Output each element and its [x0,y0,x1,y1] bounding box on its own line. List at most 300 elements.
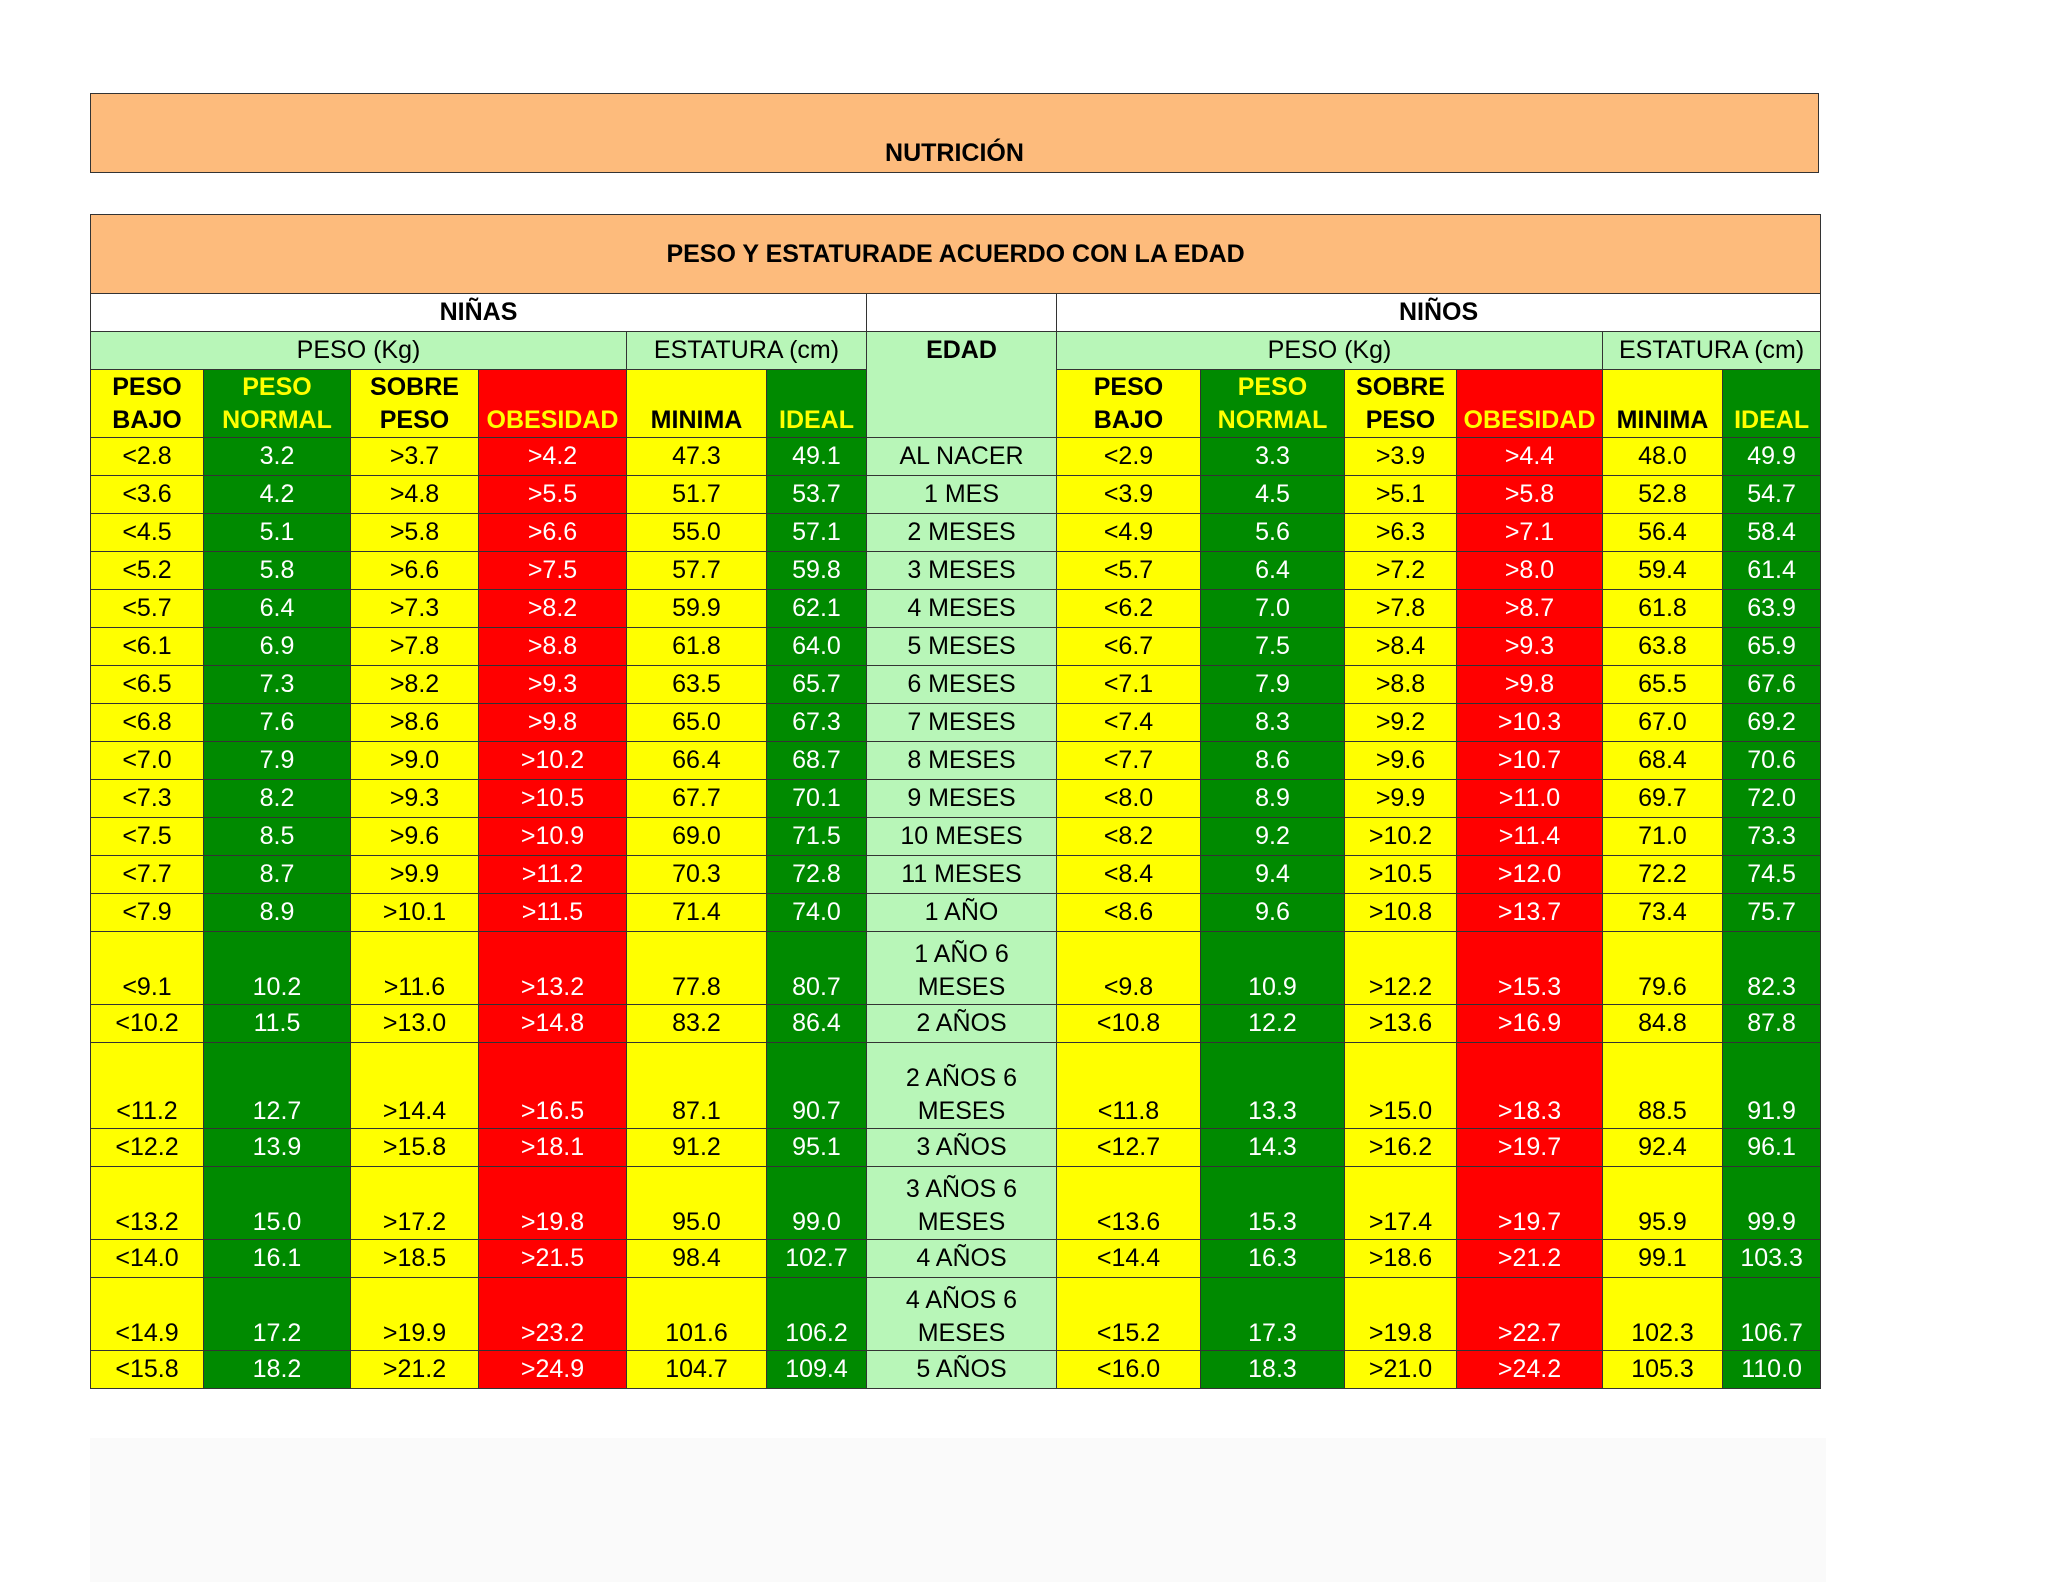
boys-low-cell: <16.0 [1057,1351,1201,1389]
boys-ideal-cell: 96.1 [1723,1129,1821,1167]
boys-normal-cell: 18.3 [1201,1351,1345,1389]
age-cell: 3 AÑOS [867,1129,1057,1167]
boys-obesity-cell: >5.8 [1457,476,1603,514]
boys-normal-cell: 7.5 [1201,628,1345,666]
boys-min-cell: 65.5 [1603,666,1723,704]
boys-height-header: ESTATURA (cm) [1603,332,1821,370]
age-cell: 8 MESES [867,742,1057,780]
girls-min-cell: 104.7 [627,1351,767,1389]
girls-ideal-cell: 90.7 [767,1043,867,1129]
boys-min-cell: 61.8 [1603,590,1723,628]
girls-over-cell: >21.2 [351,1351,479,1389]
boys-normal-cell: 6.4 [1201,552,1345,590]
boys-ideal-cell: 91.9 [1723,1043,1821,1129]
girls-normal-cell: 15.0 [204,1167,351,1240]
girls-over-cell: >10.1 [351,894,479,932]
girls-normal-cell: 6.9 [204,628,351,666]
girls-min-cell: 77.8 [627,932,767,1005]
girls-normal-cell: 8.7 [204,856,351,894]
age-spacer [867,294,1057,332]
boys-normal-cell: 8.6 [1201,742,1345,780]
boys-low-cell: <13.6 [1057,1167,1201,1240]
boys-over-cell: >10.8 [1345,894,1457,932]
boys-obesity-cell: >12.0 [1457,856,1603,894]
girls-col-ideal: IDEAL [767,370,867,438]
girls-over-cell: >9.6 [351,818,479,856]
table-row [91,590,1821,628]
boys-over-cell: >17.4 [1345,1167,1457,1240]
boys-low-cell: <8.0 [1057,780,1201,818]
boys-obesity-cell: >22.7 [1457,1278,1603,1351]
table-row [91,856,1821,894]
girls-min-cell: 87.1 [627,1043,767,1129]
boys-over-cell: >9.6 [1345,742,1457,780]
girls-low-cell: <7.5 [91,818,204,856]
boys-ideal-cell: 67.6 [1723,666,1821,704]
boys-min-cell: 59.4 [1603,552,1723,590]
boys-ideal-cell: 106.7 [1723,1278,1821,1351]
table-row [91,818,1821,856]
boys-over-cell: >8.4 [1345,628,1457,666]
boys-obesity-cell: >9.3 [1457,628,1603,666]
boys-obesity-cell: >11.0 [1457,780,1603,818]
girls-obesity-cell: >10.2 [479,742,627,780]
girls-min-cell: 69.0 [627,818,767,856]
girls-obesity-cell: >11.2 [479,856,627,894]
table-row [91,1167,1821,1240]
boys-over-cell: >7.8 [1345,590,1457,628]
girls-normal-cell: 5.1 [204,514,351,552]
table-row [91,742,1821,780]
girls-over-cell: >5.8 [351,514,479,552]
girls-over-cell: >7.3 [351,590,479,628]
age-cell: 1 AÑO [867,894,1057,932]
girls-normal-cell: 8.5 [204,818,351,856]
boys-col-obesity: OBESIDAD [1457,370,1603,438]
boys-min-cell: 63.8 [1603,628,1723,666]
boys-low-cell: <15.2 [1057,1278,1201,1351]
girls-normal-cell: 10.2 [204,932,351,1005]
age-cell: 4 AÑOS [867,1240,1057,1278]
girls-low-cell: <10.2 [91,1005,204,1043]
boys-min-cell: 102.3 [1603,1278,1723,1351]
age-cell: 3 MESES [867,552,1057,590]
boys-ideal-cell: 74.5 [1723,856,1821,894]
table-row [91,704,1821,742]
boys-normal-cell: 9.6 [1201,894,1345,932]
girls-low-cell: <7.9 [91,894,204,932]
age-header: EDAD [867,332,1057,438]
boys-normal-cell: 8.9 [1201,780,1345,818]
boys-obesity-cell: >4.4 [1457,438,1603,476]
girls-over-cell: >9.9 [351,856,479,894]
girls-min-cell: 70.3 [627,856,767,894]
boys-ideal-cell: 65.9 [1723,628,1821,666]
boys-obesity-cell: >10.7 [1457,742,1603,780]
girls-normal-cell: 5.8 [204,552,351,590]
boys-min-cell: 67.0 [1603,704,1723,742]
girls-obesity-cell: >10.9 [479,818,627,856]
girls-obesity-cell: >6.6 [479,514,627,552]
boys-col-over: SOBRE PESO [1345,370,1457,438]
girls-over-cell: >8.2 [351,666,479,704]
age-cell: 7 MESES [867,704,1057,742]
girls-min-cell: 55.0 [627,514,767,552]
boys-over-cell: >9.2 [1345,704,1457,742]
boys-col-low: PESO BAJO [1057,370,1201,438]
table-row [91,1129,1821,1167]
girls-ideal-cell: 109.4 [767,1351,867,1389]
boys-obesity-cell: >18.3 [1457,1043,1603,1129]
boys-low-cell: <9.8 [1057,932,1201,1005]
girls-over-cell: >15.8 [351,1129,479,1167]
girls-ideal-cell: 80.7 [767,932,867,1005]
girls-min-cell: 57.7 [627,552,767,590]
table-subtitle: PESO Y ESTATURADE ACUERDO CON LA EDAD [91,215,1821,294]
boys-normal-cell: 17.3 [1201,1278,1345,1351]
boys-low-cell: <8.2 [1057,818,1201,856]
girls-obesity-cell: >21.5 [479,1240,627,1278]
boys-min-cell: 95.9 [1603,1167,1723,1240]
boys-low-cell: <12.7 [1057,1129,1201,1167]
boys-ideal-cell: 61.4 [1723,552,1821,590]
boys-min-cell: 69.7 [1603,780,1723,818]
boys-normal-cell: 14.3 [1201,1129,1345,1167]
girls-over-cell: >4.8 [351,476,479,514]
girls-col-normal: PESO NORMAL [204,370,351,438]
girls-obesity-cell: >23.2 [479,1278,627,1351]
boys-col-ideal: IDEAL [1723,370,1821,438]
girls-over-cell: >19.9 [351,1278,479,1351]
boys-obesity-cell: >7.1 [1457,514,1603,552]
girls-low-cell: <7.7 [91,856,204,894]
boys-low-cell: <2.9 [1057,438,1201,476]
boys-over-cell: >8.8 [1345,666,1457,704]
girls-normal-cell: 16.1 [204,1240,351,1278]
girls-obesity-cell: >14.8 [479,1005,627,1043]
boys-obesity-cell: >9.8 [1457,666,1603,704]
boys-obesity-cell: >8.0 [1457,552,1603,590]
girls-normal-cell: 7.3 [204,666,351,704]
boys-normal-cell: 9.4 [1201,856,1345,894]
girls-normal-cell: 17.2 [204,1278,351,1351]
age-cell: 2 AÑOS [867,1005,1057,1043]
boys-over-cell: >13.6 [1345,1005,1457,1043]
girls-ideal-cell: 71.5 [767,818,867,856]
boys-min-cell: 52.8 [1603,476,1723,514]
girls-low-cell: <5.7 [91,590,204,628]
girls-obesity-cell: >10.5 [479,780,627,818]
boys-min-cell: 84.8 [1603,1005,1723,1043]
boys-min-cell: 73.4 [1603,894,1723,932]
growth-table [90,214,1821,1389]
age-cell: 2 MESES [867,514,1057,552]
girls-ideal-cell: 67.3 [767,704,867,742]
table-row [91,666,1821,704]
boys-obesity-cell: >10.3 [1457,704,1603,742]
boys-normal-cell: 13.3 [1201,1043,1345,1129]
boys-over-cell: >5.1 [1345,476,1457,514]
boys-ideal-cell: 54.7 [1723,476,1821,514]
girls-normal-cell: 18.2 [204,1351,351,1389]
girls-min-cell: 65.0 [627,704,767,742]
boys-obesity-cell: >24.2 [1457,1351,1603,1389]
girls-ideal-cell: 86.4 [767,1005,867,1043]
boys-low-cell: <7.4 [1057,704,1201,742]
girls-low-cell: <9.1 [91,932,204,1005]
age-cell: 2 AÑOS 6 MESES [867,1043,1057,1129]
boys-obesity-cell: >13.7 [1457,894,1603,932]
girls-min-cell: 67.7 [627,780,767,818]
girls-low-cell: <5.2 [91,552,204,590]
boys-min-cell: 71.0 [1603,818,1723,856]
girls-ideal-cell: 102.7 [767,1240,867,1278]
boys-low-cell: <5.7 [1057,552,1201,590]
boys-ideal-cell: 58.4 [1723,514,1821,552]
girls-normal-cell: 12.7 [204,1043,351,1129]
boys-low-cell: <6.2 [1057,590,1201,628]
girls-ideal-cell: 53.7 [767,476,867,514]
girls-min-cell: 95.0 [627,1167,767,1240]
girls-ideal-cell: 64.0 [767,628,867,666]
page-shade [90,1438,1826,1582]
boys-obesity-cell: >15.3 [1457,932,1603,1005]
boys-normal-cell: 8.3 [1201,704,1345,742]
girls-ideal-cell: 95.1 [767,1129,867,1167]
girls-ideal-cell: 106.2 [767,1278,867,1351]
girls-height-header: ESTATURA (cm) [627,332,867,370]
age-cell: AL NACER [867,438,1057,476]
age-cell: 4 MESES [867,590,1057,628]
girls-low-cell: <6.1 [91,628,204,666]
girls-ideal-cell: 65.7 [767,666,867,704]
girls-low-cell: <12.2 [91,1129,204,1167]
girls-min-cell: 101.6 [627,1278,767,1351]
girls-normal-cell: 3.2 [204,438,351,476]
boys-low-cell: <7.1 [1057,666,1201,704]
boys-ideal-cell: 110.0 [1723,1351,1821,1389]
table-row [91,780,1821,818]
boys-min-cell: 88.5 [1603,1043,1723,1129]
girls-obesity-cell: >13.2 [479,932,627,1005]
boys-min-cell: 56.4 [1603,514,1723,552]
boys-over-cell: >15.0 [1345,1043,1457,1129]
boys-obesity-cell: >11.4 [1457,818,1603,856]
girls-min-cell: 83.2 [627,1005,767,1043]
girls-weight-header: PESO (Kg) [91,332,627,370]
age-cell: 6 MESES [867,666,1057,704]
age-cell: 4 AÑOS 6 MESES [867,1278,1057,1351]
boys-min-cell: 72.2 [1603,856,1723,894]
boys-over-cell: >3.9 [1345,438,1457,476]
girls-obesity-cell: >7.5 [479,552,627,590]
boys-over-cell: >12.2 [1345,932,1457,1005]
table-row [91,894,1821,932]
page-title: NUTRICIÓN [885,139,1024,167]
age-cell: 11 MESES [867,856,1057,894]
girls-low-cell: <13.2 [91,1167,204,1240]
girls-low-cell: <7.0 [91,742,204,780]
girls-low-cell: <4.5 [91,514,204,552]
girls-over-cell: >7.8 [351,628,479,666]
boys-ideal-cell: 69.2 [1723,704,1821,742]
boys-col-min: MINIMA [1603,370,1723,438]
boys-ideal-cell: 87.8 [1723,1005,1821,1043]
boys-low-cell: <6.7 [1057,628,1201,666]
boys-normal-cell: 9.2 [1201,818,1345,856]
girls-min-cell: 98.4 [627,1240,767,1278]
table-row [91,1240,1821,1278]
girls-ideal-cell: 72.8 [767,856,867,894]
girls-obesity-cell: >19.8 [479,1167,627,1240]
girls-min-cell: 51.7 [627,476,767,514]
girls-ideal-cell: 59.8 [767,552,867,590]
boys-low-cell: <10.8 [1057,1005,1201,1043]
girls-ideal-cell: 68.7 [767,742,867,780]
boys-normal-cell: 4.5 [1201,476,1345,514]
girls-over-cell: >18.5 [351,1240,479,1278]
girls-min-cell: 91.2 [627,1129,767,1167]
girls-obesity-cell: >16.5 [479,1043,627,1129]
boys-min-cell: 105.3 [1603,1351,1723,1389]
girls-ideal-cell: 99.0 [767,1167,867,1240]
boys-normal-cell: 12.2 [1201,1005,1345,1043]
girls-ideal-cell: 74.0 [767,894,867,932]
girls-low-cell: <11.2 [91,1043,204,1129]
boys-obesity-cell: >8.7 [1457,590,1603,628]
age-cell: 5 AÑOS [867,1351,1057,1389]
boys-normal-cell: 7.9 [1201,666,1345,704]
girls-over-cell: >8.6 [351,704,479,742]
girls-obesity-cell: >8.8 [479,628,627,666]
boys-obesity-cell: >16.9 [1457,1005,1603,1043]
girls-low-cell: <2.8 [91,438,204,476]
girls-min-cell: 66.4 [627,742,767,780]
boys-low-cell: <14.4 [1057,1240,1201,1278]
age-cell: 9 MESES [867,780,1057,818]
boys-min-cell: 48.0 [1603,438,1723,476]
boys-min-cell: 79.6 [1603,932,1723,1005]
boys-over-cell: >21.0 [1345,1351,1457,1389]
girls-over-cell: >11.6 [351,932,479,1005]
girls-normal-cell: 7.6 [204,704,351,742]
boys-low-cell: <7.7 [1057,742,1201,780]
girls-ideal-cell: 57.1 [767,514,867,552]
table-row [91,1005,1821,1043]
girls-over-cell: >3.7 [351,438,479,476]
boys-ideal-cell: 103.3 [1723,1240,1821,1278]
boys-low-cell: <8.4 [1057,856,1201,894]
boys-over-cell: >19.8 [1345,1278,1457,1351]
girls-over-cell: >17.2 [351,1167,479,1240]
boys-obesity-cell: >19.7 [1457,1129,1603,1167]
boys-ideal-cell: 75.7 [1723,894,1821,932]
girls-col-over: SOBRE PESO [351,370,479,438]
boys-over-cell: >9.9 [1345,780,1457,818]
table-row [91,438,1821,476]
boys-min-cell: 99.1 [1603,1240,1723,1278]
boys-min-cell: 68.4 [1603,742,1723,780]
boys-weight-header: PESO (Kg) [1057,332,1603,370]
girls-over-cell: >13.0 [351,1005,479,1043]
girls-obesity-cell: >9.3 [479,666,627,704]
boys-ideal-cell: 73.3 [1723,818,1821,856]
girls-col-obesity: OBESIDAD [479,370,627,438]
girls-ideal-cell: 70.1 [767,780,867,818]
boys-over-cell: >18.6 [1345,1240,1457,1278]
age-cell: 3 AÑOS 6 MESES [867,1167,1057,1240]
girls-obesity-cell: >24.9 [479,1351,627,1389]
boys-over-cell: >10.5 [1345,856,1457,894]
boys-normal-cell: 5.6 [1201,514,1345,552]
age-cell: 1 AÑO 6 MESES [867,932,1057,1005]
girls-min-cell: 63.5 [627,666,767,704]
boys-header: NIÑOS [1057,294,1821,332]
boys-normal-cell: 3.3 [1201,438,1345,476]
girls-min-cell: 61.8 [627,628,767,666]
girls-over-cell: >9.0 [351,742,479,780]
girls-min-cell: 59.9 [627,590,767,628]
boys-obesity-cell: >21.2 [1457,1240,1603,1278]
girls-low-cell: <3.6 [91,476,204,514]
boys-low-cell: <4.9 [1057,514,1201,552]
boys-ideal-cell: 72.0 [1723,780,1821,818]
table-row [91,476,1821,514]
girls-normal-cell: 4.2 [204,476,351,514]
girls-obesity-cell: >9.8 [479,704,627,742]
boys-normal-cell: 10.9 [1201,932,1345,1005]
table-row [91,514,1821,552]
girls-obesity-cell: >5.5 [479,476,627,514]
boys-obesity-cell: >19.7 [1457,1167,1603,1240]
boys-ideal-cell: 63.9 [1723,590,1821,628]
table-row [91,1278,1821,1351]
girls-obesity-cell: >11.5 [479,894,627,932]
age-cell: 10 MESES [867,818,1057,856]
table-row [91,552,1821,590]
boys-ideal-cell: 70.6 [1723,742,1821,780]
girls-normal-cell: 7.9 [204,742,351,780]
boys-low-cell: <8.6 [1057,894,1201,932]
girls-col-min: MINIMA [627,370,767,438]
boys-ideal-cell: 49.9 [1723,438,1821,476]
girls-normal-cell: 13.9 [204,1129,351,1167]
girls-obesity-cell: >18.1 [479,1129,627,1167]
boys-over-cell: >16.2 [1345,1129,1457,1167]
girls-low-cell: <15.8 [91,1351,204,1389]
age-cell: 1 MES [867,476,1057,514]
title-banner [90,93,1819,173]
girls-normal-cell: 8.2 [204,780,351,818]
girls-normal-cell: 11.5 [204,1005,351,1043]
girls-normal-cell: 8.9 [204,894,351,932]
girls-min-cell: 47.3 [627,438,767,476]
girls-obesity-cell: >4.2 [479,438,627,476]
girls-low-cell: <14.0 [91,1240,204,1278]
boys-normal-cell: 7.0 [1201,590,1345,628]
girls-over-cell: >6.6 [351,552,479,590]
girls-low-cell: <6.5 [91,666,204,704]
girls-normal-cell: 6.4 [204,590,351,628]
boys-min-cell: 92.4 [1603,1129,1723,1167]
boys-ideal-cell: 99.9 [1723,1167,1821,1240]
girls-low-cell: <14.9 [91,1278,204,1351]
age-cell: 5 MESES [867,628,1057,666]
boys-over-cell: >10.2 [1345,818,1457,856]
table-row [91,1043,1821,1129]
boys-normal-cell: 16.3 [1201,1240,1345,1278]
girls-ideal-cell: 62.1 [767,590,867,628]
